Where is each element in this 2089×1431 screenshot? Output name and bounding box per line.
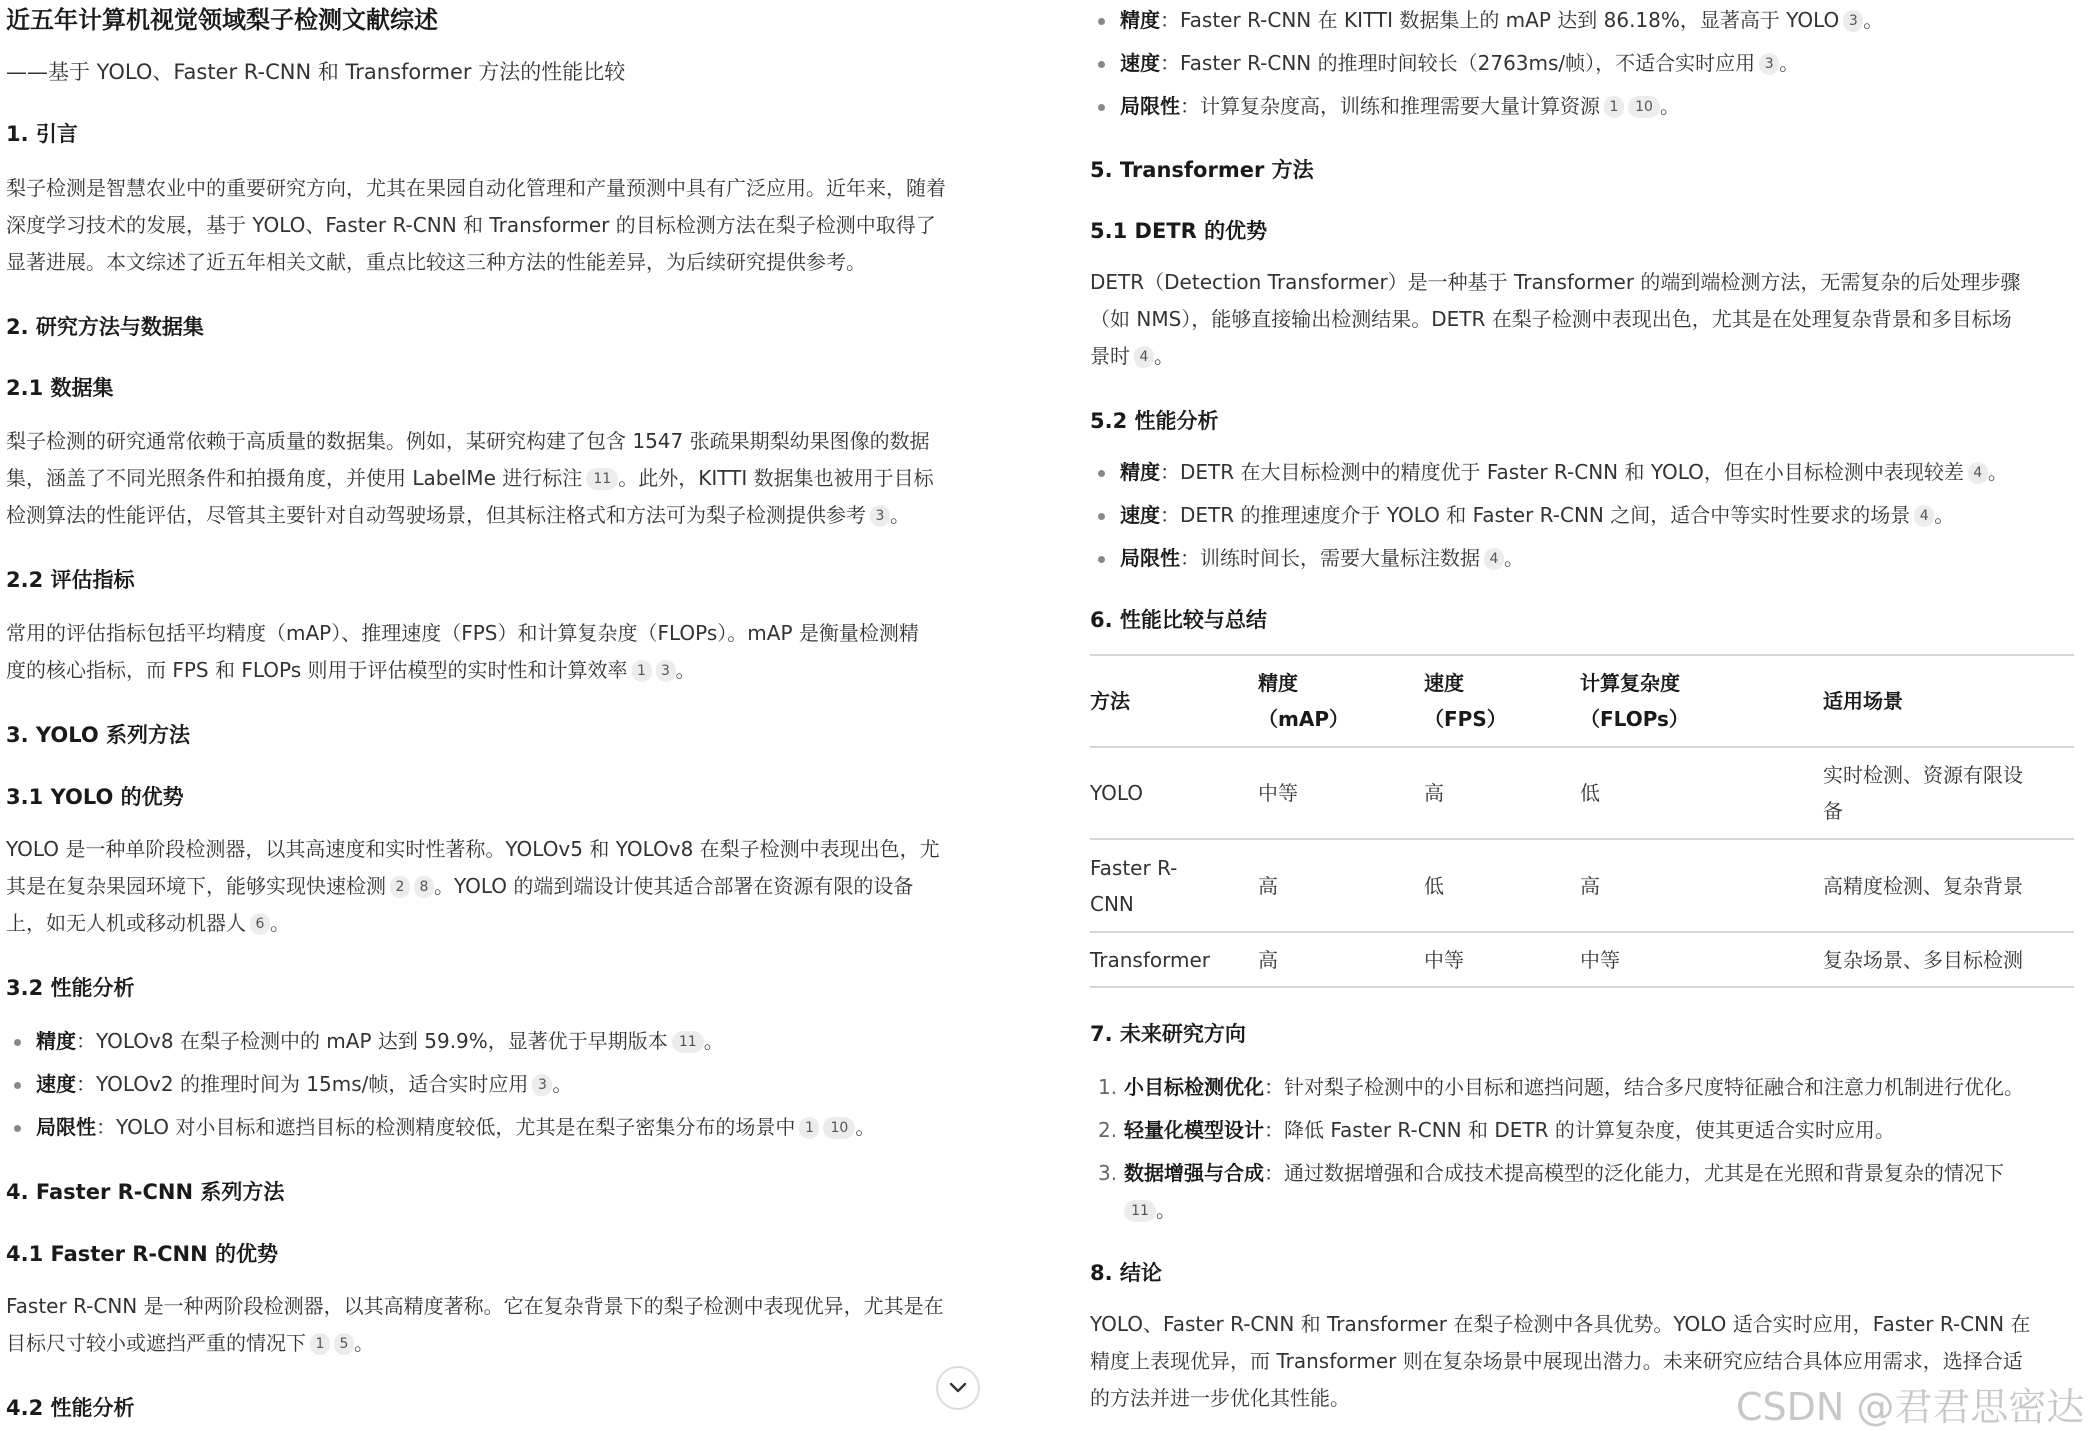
bullet-term: 速度 (36, 1072, 76, 1096)
paragraph-line: 梨子检测是智慧农业中的重要研究方向，尤其在果园自动化管理和产量预测中具有广泛应用。近年来，随着 (6, 176, 946, 200)
text-run: 上，如无人机或移动机器人 (6, 911, 246, 935)
text-run: 其是在复杂果园环境下，能够实现快速检测 (6, 874, 386, 898)
bullet-end: 。 (1863, 8, 1884, 32)
bullet-text: ：DETR 在大目标检测中的精度优于 Faster R-CNN 和 YOLO，但在小目标检测中表现较差 (1160, 460, 1964, 484)
bullet-item (1090, 88, 1680, 125)
section-6-heading: 6. 性能比较与总结 (1090, 608, 1267, 632)
cell-complexity: 中等 (1580, 947, 1620, 972)
section-5-heading: 5. Transformer 方法 (1090, 158, 1314, 182)
header-unit: （FLOPs） (1580, 707, 1689, 731)
citation-badge[interactable]: 3 (532, 1074, 552, 1096)
header-label: 速度 (1424, 671, 1464, 695)
paragraph-line: 的方法并进一步优化其性能。 (1090, 1386, 1350, 1410)
cell-accuracy: 中等 (1258, 781, 1298, 805)
text-run: 。 (675, 658, 696, 682)
paragraph-line (6, 460, 934, 497)
bullet-item (1090, 540, 1524, 577)
section-1-heading: 1. 引言 (6, 122, 78, 146)
section-2-heading: 2. 研究方法与数据集 (6, 315, 204, 339)
cell-speed: 低 (1424, 873, 1444, 898)
section-2-2-heading: 2.2 评估指标 (6, 568, 135, 592)
citation-badge[interactable]: 5 (334, 1333, 354, 1355)
section-3-1-paragraph (6, 831, 940, 942)
bullet-end: 。 (552, 1072, 573, 1096)
bullet-end: 。 (1504, 546, 1524, 570)
list-text: ：通过数据增强和合成技术提高模型的泛化能力，尤其是在光照和背景复杂的情况下 (1264, 1161, 2004, 1185)
header-accuracy (1258, 655, 1424, 747)
section-8-heading: 8. 结论 (1090, 1261, 1162, 1285)
citation-badge[interactable]: 10 (1628, 96, 1660, 118)
section-3-heading: 3. YOLO 系列方法 (6, 723, 191, 747)
section-2-1-heading: 2.1 数据集 (6, 376, 114, 400)
list-item (1090, 1112, 1895, 1149)
text-run: 。此外，KITTI 数据集也被用于目标 (618, 466, 934, 490)
cell-speed: 中等 (1424, 947, 1464, 972)
citation-badge[interactable]: 11 (1124, 1200, 1156, 1222)
text-run: 。 (890, 503, 910, 527)
citation-badge[interactable]: 3 (870, 505, 890, 527)
list-text: ：针对梨子检测中的小目标和遮挡问题，结合多尺度特征融合和注意力机制进行优化。 (1264, 1075, 2024, 1099)
paragraph-line (6, 652, 919, 689)
bullet-term: 精度 (1120, 8, 1160, 32)
section-5-1-heading: 5.1 DETR 的优势 (1090, 219, 1268, 243)
list-item (1090, 1069, 2024, 1106)
cell-accuracy: 高 (1258, 873, 1278, 898)
section-4-1-paragraph (6, 1288, 944, 1362)
table-row (1090, 932, 2074, 987)
watermark: CSDN @君君思密达 (1736, 1385, 2085, 1429)
paragraph-line: （如 NMS），能够直接输出检测结果。DETR 在梨子检测中表现出色，尤其是在处理复杂背景和多目标场 (1090, 307, 2012, 331)
header-method (1090, 655, 1258, 747)
header-speed (1424, 655, 1580, 747)
citation-badge[interactable]: 4 (1134, 346, 1154, 368)
list-index: 1. (1098, 1075, 1118, 1099)
cell-complexity: 低 (1580, 781, 1600, 805)
bullet-item (6, 1066, 572, 1103)
citation-badge[interactable]: 11 (586, 468, 618, 490)
text-run: 。 (354, 1331, 374, 1355)
header-label: 计算复杂度 (1580, 671, 1680, 695)
cell-text: 实时检测、资源有限设 (1823, 763, 2023, 787)
list-end: 。 (1156, 1198, 1176, 1222)
citation-badge[interactable]: 3 (656, 660, 676, 682)
cell-scenario (1823, 747, 2074, 839)
bullet-item (6, 1109, 875, 1146)
text-run: 。 (1154, 344, 1174, 368)
header-label: 方法 (1090, 689, 1130, 713)
bullet-item (6, 1023, 724, 1060)
cell-method (1090, 839, 1258, 932)
cell-speed: 高 (1424, 781, 1444, 805)
bullet-term: 精度 (1120, 460, 1160, 484)
paragraph-line: YOLO、Faster R-CNN 和 Transformer 在梨子检测中各具优势。YOLO 适合实时应用，Faster R-CNN 在 (1090, 1312, 2031, 1336)
section-3-2-heading: 3.2 性能分析 (6, 976, 135, 1000)
cell-method: YOLO (1090, 781, 1144, 805)
header-unit: （FPS） (1424, 707, 1507, 731)
citation-badge[interactable]: 8 (414, 876, 434, 898)
section-5-2-heading: 5.2 性能分析 (1090, 409, 1219, 433)
bullet-item (1090, 45, 1799, 82)
list-term: 数据增强与合成 (1124, 1161, 1264, 1185)
citation-badge[interactable]: 10 (823, 1117, 855, 1139)
citation-badge[interactable]: 4 (1968, 462, 1988, 484)
section-4-heading: 4. Faster R-CNN 系列方法 (6, 1180, 285, 1204)
text-run: 集，涵盖了不同光照条件和拍摄角度，并使用 LabelMe 进行标注 (6, 466, 583, 490)
scroll-down-button[interactable] (936, 1366, 980, 1410)
bullet-text: ：Faster R-CNN 在 KITTI 数据集上的 mAP 达到 86.18%，显著高于 YOLO (1160, 8, 1840, 32)
paragraph-line (6, 497, 934, 534)
section-7-heading: 7. 未来研究方向 (1090, 1022, 1246, 1046)
bullet-text: ：YOLOv2 的推理时间为 15ms/帧，适合实时应用 (76, 1072, 529, 1096)
bullet-term: 精度 (36, 1029, 76, 1053)
citation-badge[interactable]: 4 (1484, 548, 1504, 570)
paragraph-line: Faster R-CNN 是一种两阶段检测器，以其高精度著称。它在复杂背景下的梨子检测中表现优异，尤其是在 (6, 1294, 944, 1318)
bullet-end: 。 (1779, 51, 1800, 75)
bullet-end: 。 (1987, 460, 2008, 484)
table-row (1090, 839, 2074, 932)
citation-badge[interactable]: 3 (1759, 53, 1779, 75)
paragraph-line: DETR（Detection Transformer）是一种基于 Transformer 的端到端检测方法，无需复杂的后处理步骤 (1090, 270, 2021, 294)
text-run: 度的核心指标，而 FPS 和 FLOPs 则用于评估模型的实时性和计算效率 (6, 658, 628, 682)
cell-complexity: 高 (1580, 873, 1600, 898)
header-unit: （mAP） (1258, 707, 1349, 731)
bullet-text: ：DETR 的推理速度介于 YOLO 和 Faster R-CNN 之间，适合中等实时性要求的场景 (1160, 503, 1911, 527)
list-index: 3. (1098, 1161, 1118, 1185)
paragraph-line (6, 1325, 944, 1362)
bullet-text: ：Faster R-CNN 的推理时间较长（2763ms/帧），不适合实时应用 (1160, 51, 1756, 75)
list-term: 轻量化模型设计 (1124, 1118, 1264, 1142)
header-label: 适用场景 (1823, 689, 1903, 713)
citation-badge[interactable]: 1 (310, 1333, 330, 1355)
citation-badge[interactable]: 11 (672, 1031, 704, 1053)
section-2-2-paragraph (6, 615, 919, 689)
paragraph-line (1090, 338, 2020, 375)
citation-badge[interactable]: 2 (390, 876, 410, 898)
bullet-item (1090, 497, 1954, 534)
comparison-table (1090, 654, 2074, 988)
cell-method: Transformer (1090, 947, 1211, 972)
section-3-1-heading: 3.1 YOLO 的优势 (6, 785, 184, 809)
bullet-text: ：YOLOv8 在梨子检测中的 mAP 达到 59.9%，显著优于早期版本 (76, 1029, 668, 1053)
bullet-end: 。 (1660, 94, 1680, 118)
paragraph-line: 精度上表现优异，而 Transformer 则在复杂场景中展现出潜力。未来研究应结合具体应用需求，选择合适 (1090, 1349, 2023, 1373)
text-run: 。 (270, 911, 290, 935)
bullet-text: ：YOLO 对小目标和遮挡目标的检测精度较低，尤其是在梨子密集分布的场景中 (96, 1115, 796, 1139)
document-subtitle: ——基于 YOLO、Faster R-CNN 和 Transformer 方法的性能比较 (6, 60, 626, 84)
bullet-term: 速度 (1120, 503, 1160, 527)
paragraph-line: YOLO 是一种单阶段检测器，以其高速度和实时性著称。YOLOv5 和 YOLOv8 在梨子检测中表现出色，尤 (6, 837, 940, 861)
table-header-row (1090, 655, 2074, 747)
section-4-1-heading: 4.1 Faster R-CNN 的优势 (6, 1242, 279, 1266)
table-row (1090, 747, 2074, 839)
citation-badge[interactable]: 4 (1914, 505, 1934, 527)
bullet-end: 。 (1934, 503, 1955, 527)
text-run: 景时 (1090, 344, 1130, 368)
paragraph-line: 常用的评估指标包括平均精度（mAP）、推理速度（FPS）和计算复杂度（FLOPs）。mAP 是衡量检测精 (6, 621, 919, 645)
bullet-end: 。 (855, 1115, 876, 1139)
header-label: 精度 (1258, 671, 1298, 695)
text-run: 目标尺寸较小或遮挡严重的情况下 (6, 1331, 306, 1355)
section-2-1-paragraph (6, 423, 934, 534)
bullet-term: 局限性 (36, 1115, 96, 1139)
list-text: ：降低 Faster R-CNN 和 DETR 的计算复杂度，使其更适合实时应用。 (1264, 1118, 1895, 1142)
header-complexity (1580, 655, 1823, 747)
bullet-term: 速度 (1120, 51, 1160, 75)
cell-text: 备 (1823, 799, 1843, 823)
list-index: 2. (1098, 1118, 1118, 1142)
bullet-end: 。 (703, 1029, 724, 1053)
paragraph-line: 梨子检测的研究通常依赖于高质量的数据集。例如，某研究构建了包含 1547 张疏果期梨幼果图像的数据 (6, 429, 930, 453)
citation-badge[interactable]: 1 (1604, 96, 1624, 118)
cell-scenario: 高精度检测、复杂背景 (1823, 873, 2023, 898)
cell-scenario: 复杂场景、多目标检测 (1823, 947, 2023, 972)
citation-badge[interactable]: 6 (250, 913, 270, 935)
paragraph-line (6, 905, 940, 942)
citation-badge[interactable]: 1 (799, 1117, 819, 1139)
paragraph-line: 显著进展。本文综述了近五年相关文献，重点比较这三种方法的性能差异，为后续研究提供参考。 (6, 250, 866, 274)
citation-badge[interactable]: 3 (1843, 10, 1863, 32)
citation-badge[interactable]: 1 (632, 660, 652, 682)
paragraph-line (6, 868, 940, 905)
section-4-2-heading: 4.2 性能分析 (6, 1396, 135, 1420)
text-run: 。YOLO 的端到端设计使其适合部署在资源有限的设备 (434, 874, 914, 898)
bullet-term: 局限性 (1120, 94, 1180, 118)
bullet-text: ：计算复杂度高，训练和推理需要大量计算资源 (1180, 94, 1600, 118)
paragraph-line: 深度学习技术的发展，基于 YOLO、Faster R-CNN 和 Transformer 的目标检测方法在梨子检测中取得了 (6, 213, 936, 237)
cell-text: Faster R- (1090, 855, 1178, 880)
list-item (1090, 1155, 2084, 1229)
section-1-paragraph (6, 170, 946, 281)
list-term: 小目标检测优化 (1124, 1075, 1264, 1099)
document-title: 近五年计算机视觉领域梨子检测文献综述 (6, 6, 438, 34)
bullet-item (1090, 2, 1883, 39)
bullet-term: 局限性 (1120, 546, 1180, 570)
header-scenario (1823, 655, 2074, 747)
cell-accuracy: 高 (1258, 947, 1278, 972)
cell-text: CNN (1090, 891, 1134, 916)
bullet-text: ：训练时间长，需要大量标注数据 (1180, 546, 1480, 570)
text-run: 检测算法的性能评估，尽管其主要针对自动驾驶场景，但其标注格式和方法可为梨子检测提供参考 (6, 503, 866, 527)
bullet-item (1090, 454, 2008, 491)
section-5-1-paragraph (1090, 264, 2020, 375)
chevron-down-icon (949, 1381, 967, 1395)
